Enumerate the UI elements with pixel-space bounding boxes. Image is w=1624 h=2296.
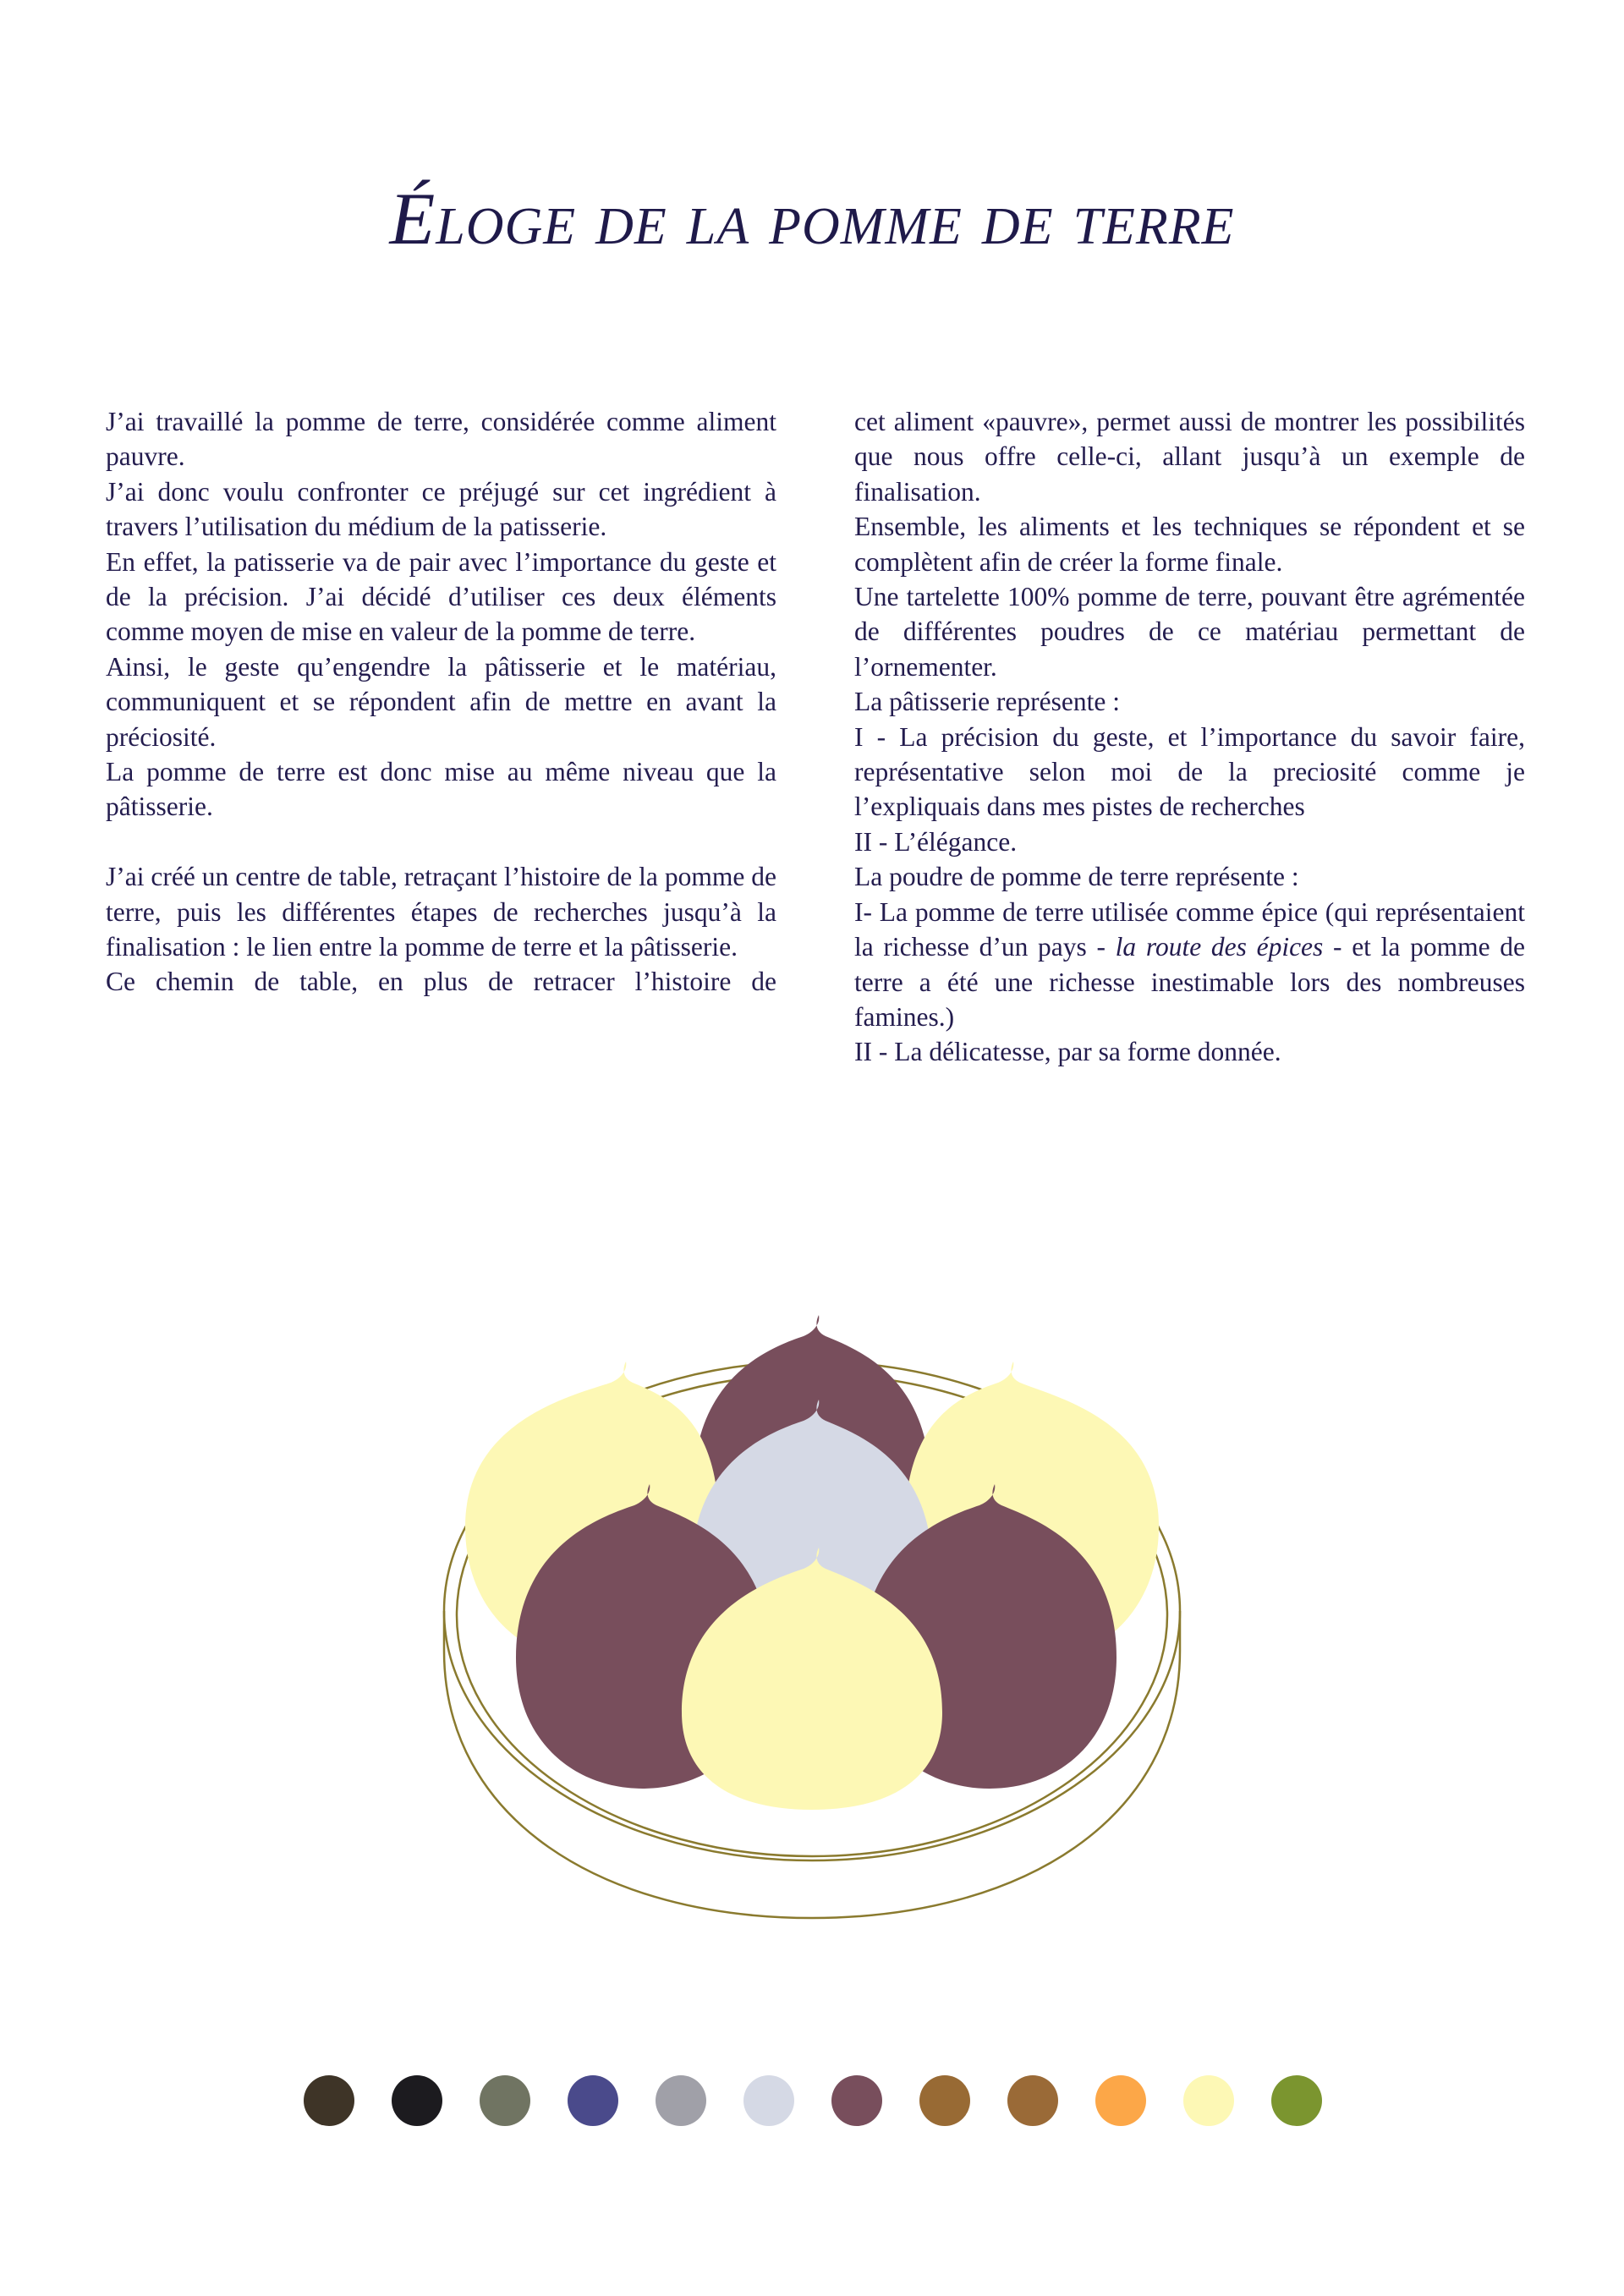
pastry-drops [465,1315,1159,1810]
paragraph: Ensemble, les aliments et les techniques se répondent et se complètent afin de créer la forme finale. [854,512,1525,577]
paragraph: cet aliment «pauvre», permet aussi de montrer les possibilités que nous offre celle-ci, allant jusqu’à un exemple de finalisation. [854,407,1525,507]
color-swatch [1183,2075,1234,2126]
tartelette-illustration [423,1294,1201,1937]
page-title: Éloge de la pomme de terre [389,178,1235,260]
color-swatch [304,2075,354,2126]
paragraph: J’ai travaillé la pomme de terre, considérée comme aliment pauvre. [106,407,776,472]
paragraph [854,895,1525,1035]
paragraph: II - L’élégance. [854,826,1018,857]
paragraph: En effet, la patisserie va de pair avec l’importance du geste et de la précision. J’ai décidé d’utiliser ces deux éléments comme moyen de mise en valeur de la pomme de terre. [106,546,776,647]
text-column-left [106,404,776,1000]
color-swatch [392,2075,442,2126]
color-swatch [743,2075,794,2126]
paragraph: J’ai créé un centre de table, retraçant l’histoire de la pomme de terre, puis les différentes étapes de recherches jusqu’à la finalisation : le lien entre la pomme de terre et la pâtisserie. [106,862,776,962]
color-swatch [919,2075,970,2126]
color-swatch [831,2075,882,2126]
paragraph: La poudre de pomme de terre représente : [854,862,1299,892]
color-swatch [656,2075,706,2126]
paragraph-text: et la pomme de terre a été une richesse inestimable lors des nombreuses famines.) [854,932,1525,1032]
paragraph: La pâtisserie représente : [854,687,1120,717]
text-column-right [854,404,1525,1070]
color-swatch [1007,2075,1058,2126]
paragraph: I - La précision du geste, et l’importance du savoir faire, représentative selon moi de la preciosité comme je l’expliquais dans mes pistes de recherches [854,721,1525,822]
color-swatch [1095,2075,1146,2126]
paragraph-text: I- La pomme de terre utilisée comme épice (qui représentaient la richesse d’un pays - [854,896,1525,962]
italic-aside: la route des épices - [1115,932,1342,962]
paragraph: Ce chemin de table, en plus de retracer l’histoire de [106,967,776,997]
paragraph-gap [106,825,776,859]
paragraph: Ainsi, le geste qu’engendre la pâtisserie et le matériau, communiquent et se répondent afin de mettre en avant la préciosité. [106,651,776,752]
paragraph: II - La délicatesse, par sa forme donnée. [854,1037,1281,1067]
paragraph: J’ai donc voulu confronter ce préjugé sur cet ingrédient à travers l’utilisation du médium de la patisserie. [106,476,776,542]
color-swatch [568,2075,618,2126]
paragraph: Une tartelette 100% pomme de terre, pouvant être agrémentée de différentes poudres de ce matériau permettant de l’ornementer. [854,582,1525,682]
color-swatch [1271,2075,1322,2126]
paragraph: La pomme de terre est donc mise au même niveau que la pâtisserie. [106,757,776,822]
color-swatch [480,2075,530,2126]
